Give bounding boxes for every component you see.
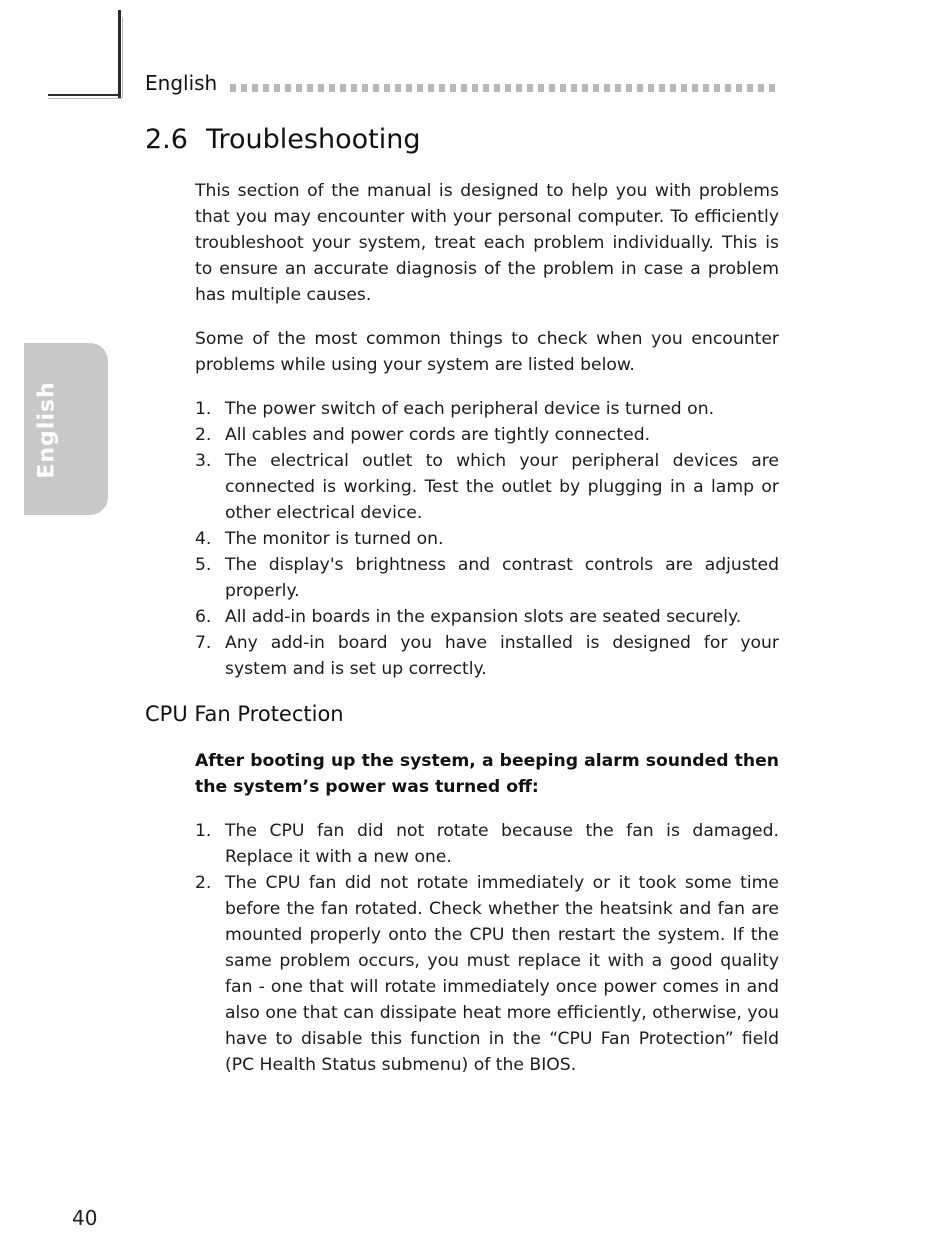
list-item-text: All add-in boards in the expansion slots are seated securely. [225, 607, 742, 627]
list-item-text: The electrical outlet to which your peripheral devices are connected is working. Test the outlet by plugging in a lamp or other electrical device. [225, 451, 779, 523]
page-number: 40 [72, 1206, 98, 1230]
intro-paragraph-1: This section of the manual is designed to help you with problems that you may encounter with your personal computer. To efficiently troubleshoot your system, treat each problem individually. This is to ensure an accurate diagnosis of the problem in case a problem has multiple causes. [195, 181, 779, 305]
list-item [195, 422, 779, 448]
list-item-number: 4. [195, 529, 212, 549]
cpu-fan-problem: After booting up the system, a beeping alarm sounded then the system’s power was turned off: [195, 751, 779, 797]
list-item [195, 604, 779, 630]
corner-mark-horizontal [48, 94, 121, 96]
cpu-fan-solutions [195, 818, 779, 1078]
list-item-number: 1. [195, 821, 212, 841]
intro-paragraph-2: Some of the most common things to check when you encounter problems while using your system are listed below. [195, 329, 779, 375]
section-number: 2.6 [145, 124, 188, 155]
corner-mark-vertical [118, 10, 121, 98]
section-title [145, 124, 420, 155]
corner-mark-horizontal-shadow [48, 98, 122, 99]
list-item [195, 870, 779, 1078]
list-item [195, 396, 779, 422]
cpu-fan-heading: CPU Fan Protection [145, 702, 344, 726]
list-item [195, 630, 779, 682]
list-item-number: 6. [195, 607, 212, 627]
corner-mark-vertical-shadow [122, 18, 123, 98]
list-item [195, 552, 779, 604]
header-language: English [145, 71, 218, 95]
list-item-text: All cables and power cords are tightly connected. [225, 425, 651, 445]
list-item-text: Any add-in board you have installed is designed for your system and is set up correctly. [225, 633, 779, 679]
list-item-number: 2. [195, 873, 212, 893]
checklist [195, 396, 779, 682]
list-item [195, 818, 779, 870]
list-item-text: The monitor is turned on. [225, 529, 444, 549]
list-item-number: 7. [195, 633, 212, 653]
list-item-number: 1. [195, 399, 212, 419]
list-item-text: The CPU fan did not rotate because the fan is damaged. Replace it with a new one. [225, 821, 779, 867]
section-title-text: Troubleshooting [206, 124, 421, 155]
list-item-text: The CPU fan did not rotate immediately or it took some time before the fan rotated. Check whether the heatsink and fan are mounted properly onto the CPU then restart the system. If the same problem occurs, you must replace it with a good quality fan - one that will rotate immediately once power comes in and also one that can dissipate heat more efficiently, otherwise, you have to disable this function in the “CPU Fan Protection” field (PC Health Status submenu) of the BIOS. [225, 873, 779, 1075]
list-item-number: 5. [195, 555, 212, 575]
list-item-text: The display's brightness and contrast controls are adjusted properly. [225, 555, 779, 601]
side-language-tab-label: English [34, 381, 60, 479]
list-item-text: The power switch of each peripheral device is turned on. [225, 399, 715, 419]
list-item [195, 526, 779, 552]
list-item-number: 3. [195, 451, 212, 471]
list-item [195, 448, 779, 526]
header-dotted-rule [230, 84, 780, 92]
list-item-number: 2. [195, 425, 212, 445]
